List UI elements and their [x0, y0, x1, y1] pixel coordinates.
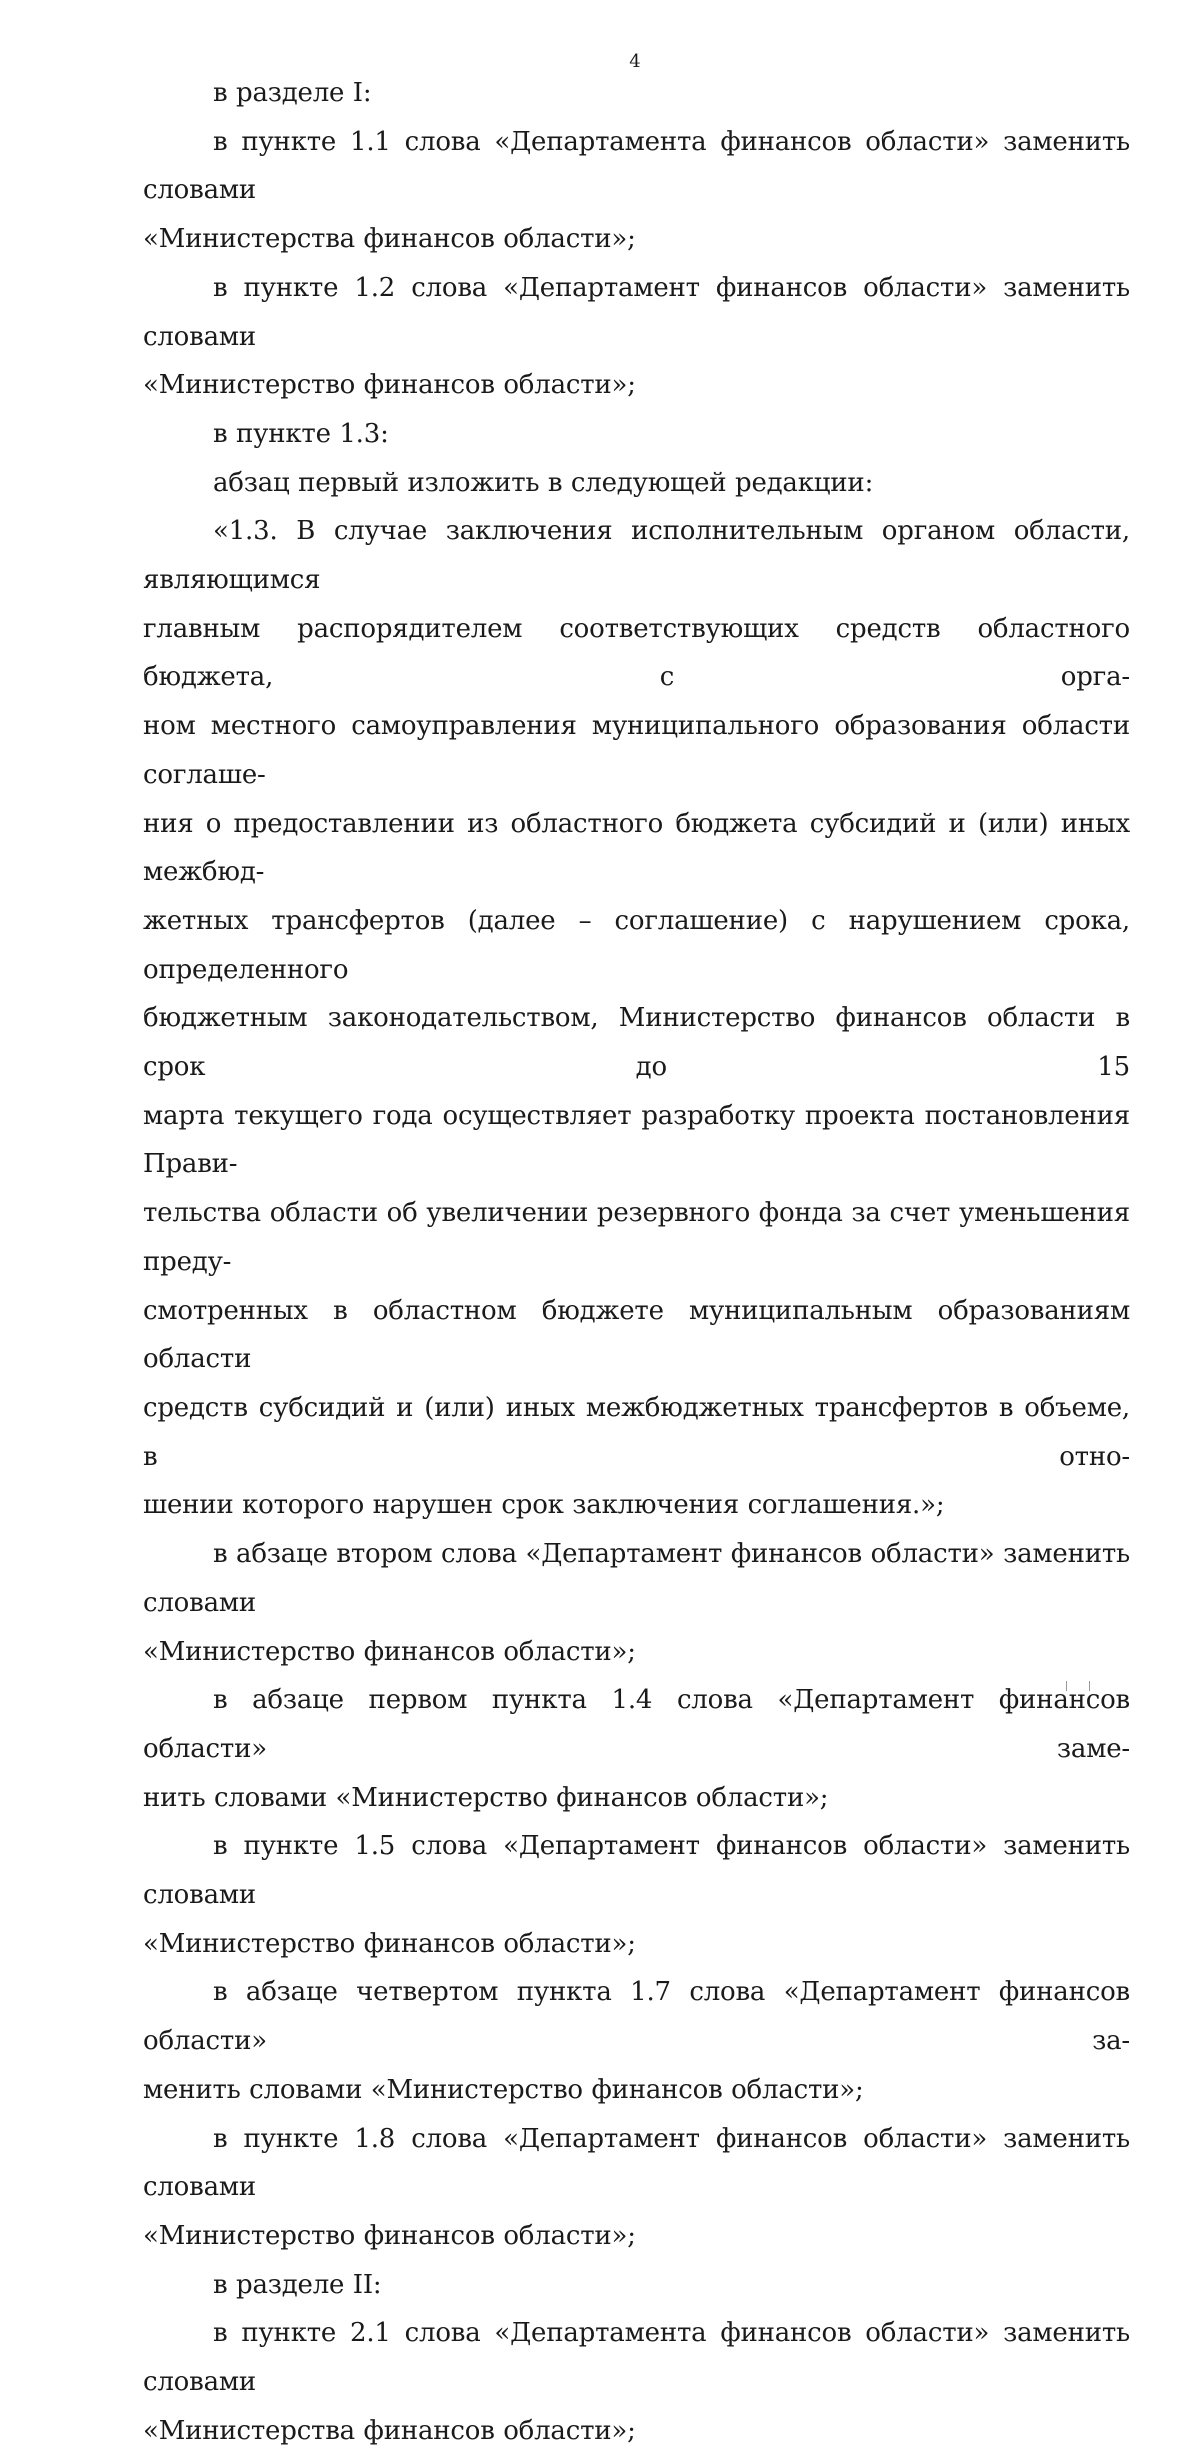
paragraph-line: марта текущего года осуществляет разработку проекта постановления Прави- — [143, 1100, 1130, 1180]
paragraph — [143, 507, 1130, 1530]
paragraph-line: бюджетным законодательством, Министерство финансов области в срок до 15 — [143, 1003, 1130, 1083]
paragraph-line: тельства области об увеличении резервного фонда за счет уменьшения преду- — [143, 1198, 1130, 1277]
paragraph-line: в пункте 1.8 слова «Департамент финансов области» заменить словами — [143, 2123, 1130, 2203]
paragraph — [143, 2309, 1130, 2455]
paragraph-line: в разделе I: — [213, 78, 372, 108]
paragraph-line: нить словами «Министерство финансов области»; — [143, 1782, 829, 1813]
paragraph-line: в пункте 2.1 слова «Департамента финансов области» заменить словами — [143, 2318, 1130, 2398]
paragraph-line: менить словами «Министерство финансов области»; — [143, 2074, 864, 2105]
paragraph-line: абзац первый изложить в следующей редакции: — [213, 467, 874, 498]
paragraph-line: в пункте 1.5 слова «Департамент финансов области» заменить словами — [143, 1831, 1130, 1911]
paragraph-line: ния о предоставлении из областного бюджета субсидий и (или) иных межбюд- — [143, 808, 1130, 888]
paragraph-line: средств субсидий и (или) иных межбюджетных трансфертов в объеме, в отно- — [143, 1392, 1130, 1472]
paragraph — [143, 2115, 1130, 2261]
paragraph — [143, 264, 1130, 410]
paragraph — [143, 459, 1130, 508]
paragraph-line: «Министерство финансов области»; — [143, 1636, 636, 1667]
paragraph — [143, 69, 1130, 118]
paragraph-line: жетных трансфертов (далее – соглашение) с нарушением срока, определенного — [143, 905, 1130, 985]
paragraph-line: в абзаце четвертом пункта 1.7 слова «Департамент финансов области» за- — [143, 1977, 1130, 2057]
document-body — [143, 69, 1130, 2455]
paragraph — [143, 1530, 1130, 1676]
page-number: 4 — [629, 51, 641, 72]
paragraph-line: в пункте 1.2 слова «Департамент финансов области» заменить словами — [143, 272, 1130, 352]
paragraph-line: «Министерство финансов области»; — [143, 370, 636, 401]
paragraph — [143, 1822, 1130, 1968]
paragraph — [143, 1968, 1130, 2114]
paragraph-line: «Министерства финансов области»; — [143, 224, 636, 255]
paragraph — [143, 1676, 1130, 1822]
paragraph-line: «1.3. В случае заключения исполнительным органом области, являющимся — [143, 516, 1130, 596]
paragraph-line: главным распорядителем соответствующих средств областного бюджета, с орга- — [143, 613, 1130, 693]
paragraph-line: «Министерства финансов области»; — [143, 2415, 636, 2446]
paragraph — [143, 118, 1130, 264]
paragraph-line: смотренных в областном бюджете муниципальным образованиям области — [143, 1295, 1130, 1375]
paragraph-line: в абзаце втором слова «Департамент финансов области» заменить словами — [143, 1539, 1130, 1618]
paragraph-line: шении которого нарушен срок заключения соглашения.»; — [143, 1490, 945, 1521]
paragraph-line: ном местного самоуправления муниципального образования области соглаше- — [143, 711, 1130, 790]
paragraph-line: в абзаце первом пункта 1.4 слова «Департамент финансов области» заме- — [143, 1685, 1130, 1764]
paragraph-line: в пункте 1.3: — [213, 418, 389, 449]
paragraph — [143, 410, 1130, 459]
paragraph-line: в пункте 1.1 слова «Департамента финансов области» заменить словами — [143, 126, 1130, 206]
paragraph — [143, 2261, 1130, 2310]
scan-artifact — [1066, 1681, 1090, 1691]
paragraph-line: «Министерство финансов области»; — [143, 2220, 636, 2251]
paragraph-line: «Министерство финансов области»; — [143, 1928, 636, 1959]
paragraph-line: в разделе II: — [213, 2269, 382, 2300]
